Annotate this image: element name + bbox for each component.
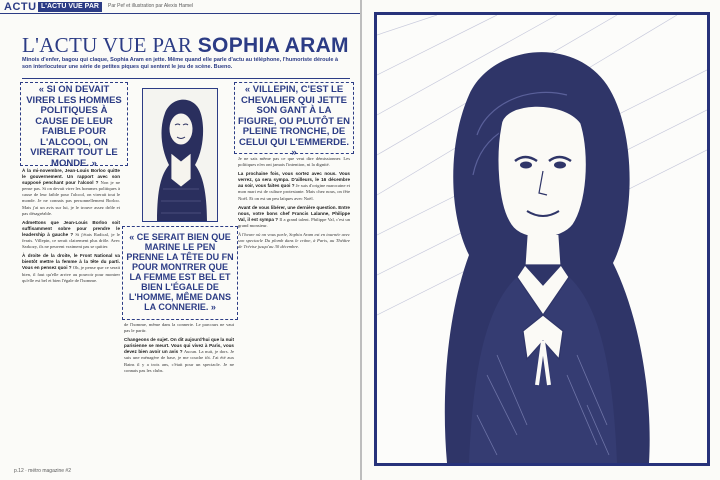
- question: À la mi-novembre, Jean-Louis Borloo quitte le gouvernement. Un rapport avec son supposé penchant pour l'alcool ?: [22, 168, 120, 186]
- answer: Je ne sais même pas ce que veut dire démissionner. Les politiques n'en ont jamais l'intention, ni la dignité.: [238, 156, 350, 168]
- pull-quote-1: « SI ON DEVAIT VIRER LES HOMMES POLITIQUES À CAUSE DE LEUR FAIBLE POUR L'ALCOOL, ON VIRERAIT TOUT LE MONDE. »: [26, 84, 122, 169]
- page-header: [0, 0, 360, 14]
- title-part-2: SOPHIA ARAM: [197, 34, 349, 57]
- right-page: [362, 0, 720, 480]
- answer: Aucun. La nuit, je dors. Je suis une ménagère de base, je me couche tôt. J'ai été aux Bains il y a trois ans, c'était pour un spectacle. Je ne connais pas les clubs.: [124, 349, 234, 373]
- byline: Par Pef et illustration par Alexis Hamel: [108, 3, 194, 9]
- portrait-illustration: [374, 12, 710, 466]
- rubric-tag: L'ACTU VUE PAR: [38, 2, 102, 12]
- answer: Il a grand talent. Philippe Val, c'est un grand monsieur.: [238, 216, 350, 228]
- answer: de l'homme, même dans la connerie. Le parcours ne vaut pas le partir.: [124, 322, 234, 334]
- section-label: ACTU: [4, 1, 37, 13]
- article-title: [22, 33, 349, 58]
- text-column-1: [22, 168, 120, 468]
- page-folio: p.12 · métro magazine #2: [14, 468, 71, 474]
- question: Avant de vous libérer, une dernière question. Entre nous, votre bons chef Francis Lalanne, Philippe Val, il est sympa ?: [238, 204, 350, 222]
- question: À droite de la droite, le Front National va bientôt mettre la femme à la tête du parti. Vous en pensez quoi ?: [22, 253, 120, 271]
- answer: Oh, je pense que ce serait bien, il faut qu'elle arrive au pouvoir pour montrer qu'elle est bel et bien l'égale de l'homme.: [22, 265, 120, 283]
- footnote: À l'heure où on vous parle, Sophia Aram est en tournée avec son spectacle Du plomb dans le crâne, à Paris, au Théâtre de Trévise jusqu'au 30 décembre.: [238, 232, 350, 250]
- header-divider: [0, 13, 360, 14]
- text-column-2: [124, 322, 234, 468]
- text-column-3: [238, 156, 350, 468]
- pull-quote-3: « CE SERAIT BIEN QUE MARINE LE PEN PRENNE LA TÊTE DU FN POUR MONTRER QUE LA FEMME EST BEL ET BIEN L'ÉGALE DE L'HOMME, MÊME DANS LA CONNERIE. »: [126, 232, 234, 312]
- question: Admettons que Jean-Louis Borloo soit suffisamment sobre pour prendre le leadership à gauche ?: [22, 219, 120, 237]
- answer: Non je ne pense pas. Si on devait virer les hommes politiques à cause de leur faible pour l'alcool, on virerait tout le monde. Je ne connais pas personnellement Borloo. Mais j'ai un avis sur lui, je le trouve assez drôle et pas désagréable.: [22, 180, 120, 216]
- pull-quote-2: « VILLEPIN, C'EST LE CHEVALIER QUI JETTE SON GANT À LA FIGURE, OU PLUTÔT EN PLEINE TRONCHE, DE CELUI QUI L'EMMERDE. »: [238, 84, 350, 158]
- answer: Je suis d'origine marocaine et mon mari est de culture protestante. Mais chez nous, on fête Noël. Et on est un peu laïques avec Noël.: [238, 183, 350, 201]
- question: La prochaine fois, vous sortez avec nous. Vous verrez, ça sera sympa. D'ailleurs, le 16 décembre au soir, vous faites quoi ?: [238, 171, 350, 189]
- title-part-1: L'ACTU VUE PAR: [22, 33, 193, 57]
- sketch-portrait-icon: [377, 15, 707, 463]
- answer: Si j'étais Radical, je le ferais. Villepin, ce serait clairement plus drôle. Avec Sarkozy, ils ne peuvent vraiment pas se quitter.: [22, 231, 120, 250]
- lede-divider: [22, 78, 350, 79]
- portrait-thumbnail: [142, 88, 218, 222]
- question: Changeons de sujet. On dit aujourd'hui que la nuit parisienne se meurt. Vous qui vivez à Paris, vous devez bien avoir un avis ?: [124, 337, 234, 355]
- article-lede: Minois d'enfer, bagou qui claque, Sophia Aram en jette. Même quand elle parle d'actu au téléphone, l'humoriste déroule à son interlocuteur une série de petites piques qui sentent le jeu de scène. Bueno.: [22, 57, 339, 70]
